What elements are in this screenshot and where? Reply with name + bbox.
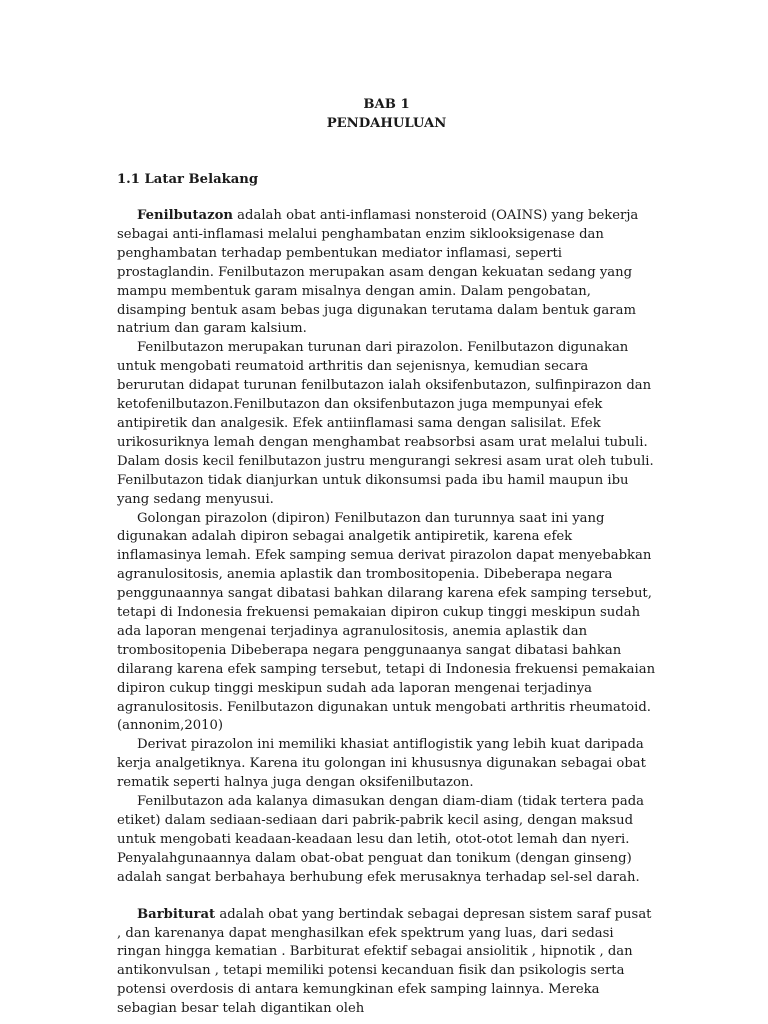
- paragraph-text: adalah obat yang bertindak sebagai depresan sistem saraf pusat , dan karenanya dapat menghasilkan efek spektrum yang luas, dari sedasi ringan hingga kematian . Barbiturat efektif sebagai ansiolitik , hipnotik , dan antikonvulsan , tetapi memiliki potensi kecanduan fisik dan psikologis serta potensi overdosis di antara kemungkinan efek samping lainnya. Mereka sebagian besar telah digantikan oleh: [117, 906, 652, 1017]
- chapter-number: BAB 1: [363, 97, 410, 112]
- paragraph-text: adalah obat anti-inflamasi nonsteroid (OAINS) yang bekerja sebagai anti-inflamasi melalui penghambatan enzim siklooksigenase dan penghambatan terhadap pembentukan mediator inflamasi, seperti prostaglandin. Fenilbutazon merupakan asam dengan kekuatan sedang yang mampu membentuk garam misalnya dengan amin. Dalam pengobatan, disamping bentuk asam bebas juga digunakan terutama dalam bentuk garam natrium dan garam kalsium.: [117, 208, 639, 337]
- paragraph-barbiturat-definition: [117, 906, 656, 1019]
- paragraph-text: Fenilbutazon merupakan turunan dari pirazolon. Fenilbutazon digunakan untuk mengobati reumatoid arthritis dan sejenisnya, kemudian secara berurutan didapat turunan fenilbutazon ialah oksifenbutazon, sulfinpirazon dan ketofenilbutazon.Fenilbutazon dan oksifenbutazon juga mempunyai efek antipiretik dan analgesik. Efek antiinflamasi sama dengan salisilat. Efek urikosuriknya lemah dengan menghambat reabsorbsi asam urat melalui tubuli. Dalam dosis kecil fenilbutazon justru mengurangi sekresi asam urat oleh tubuli. Fenilbutazon tidak dianjurkan untuk dikonsumsi pada ibu hamil maupun ibu yang sedang menyusui.: [117, 340, 654, 507]
- paragraph-misuse: [117, 793, 656, 888]
- bold-term: Barbiturat: [137, 906, 216, 922]
- paragraph-text: Golongan pirazolon (dipiron) Fenilbutazon dan turunnya saat ini yang digunakan adalah dipiron sebagai analgetik antipiretik, karena efek inflamasinya lemah. Efek samping semua derivat pirazolon dapat menyebabkan agranulositosis, anemia aplastik dan trombositopenia. Dibeberapa negara penggunaannya sangat dibatasi bahkan dilarang karena efek samping tersebut, tetapi di Indonesia frekuensi pemakaian dipiron cukup tinggi meskipun sudah ada laporan mengenai terjadinya agranulositosis, anemia aplastik dan trombositopenia Dibeberapa negara penggunaanya sangat dibatasi bahkan dilarang karena efek samping tersebut, tetapi di Indonesia frekuensi pemakaian dipiron cukup tinggi meskipun sudah ada laporan mengenai terjadinya agranulositosis. Fenilbutazon digunakan untuk mengobati arthritis rheumatoid.(annonim,2010): [117, 510, 656, 734]
- paragraph-dipiron: [117, 510, 656, 737]
- paragraph-pirazolon-derivative: [117, 339, 656, 509]
- paragraph-antiflogistik: [117, 736, 656, 793]
- chapter-title: PENDAHULUAN: [326, 116, 447, 131]
- paragraph-gap: [117, 888, 656, 906]
- paragraph-text: Fenilbutazon ada kalanya dimasukan dengan diam-diam (tidak tertera pada etiket) dalam sediaan-sediaan dari pabrik-pabrik kecil asing, dengan maksud untuk mengobati keadaan-keadaan lesu dan letih, otot-otot lemah dan nyeri. Penyalahgunaannya dalam obat-obat penguat dan tonikum (dengan ginseng) adalah sangat berbahaya berhubung efek merusaknya terhadap sel-sel darah.: [117, 794, 645, 885]
- paragraph-fenilbutazon-definition: [117, 207, 656, 339]
- section-heading: 1.1 Latar Belakang: [117, 172, 259, 187]
- paragraph-text: Derivat pirazolon ini memiliki khasiat antiflogistik yang lebih kuat daripada kerja analgetiknya. Karena itu golongan ini khususnya digunakan sebagai obat rematik seperti halnya juga dengan oksifenilbutazon.: [117, 737, 646, 791]
- bold-term: Fenilbutazon: [137, 208, 233, 223]
